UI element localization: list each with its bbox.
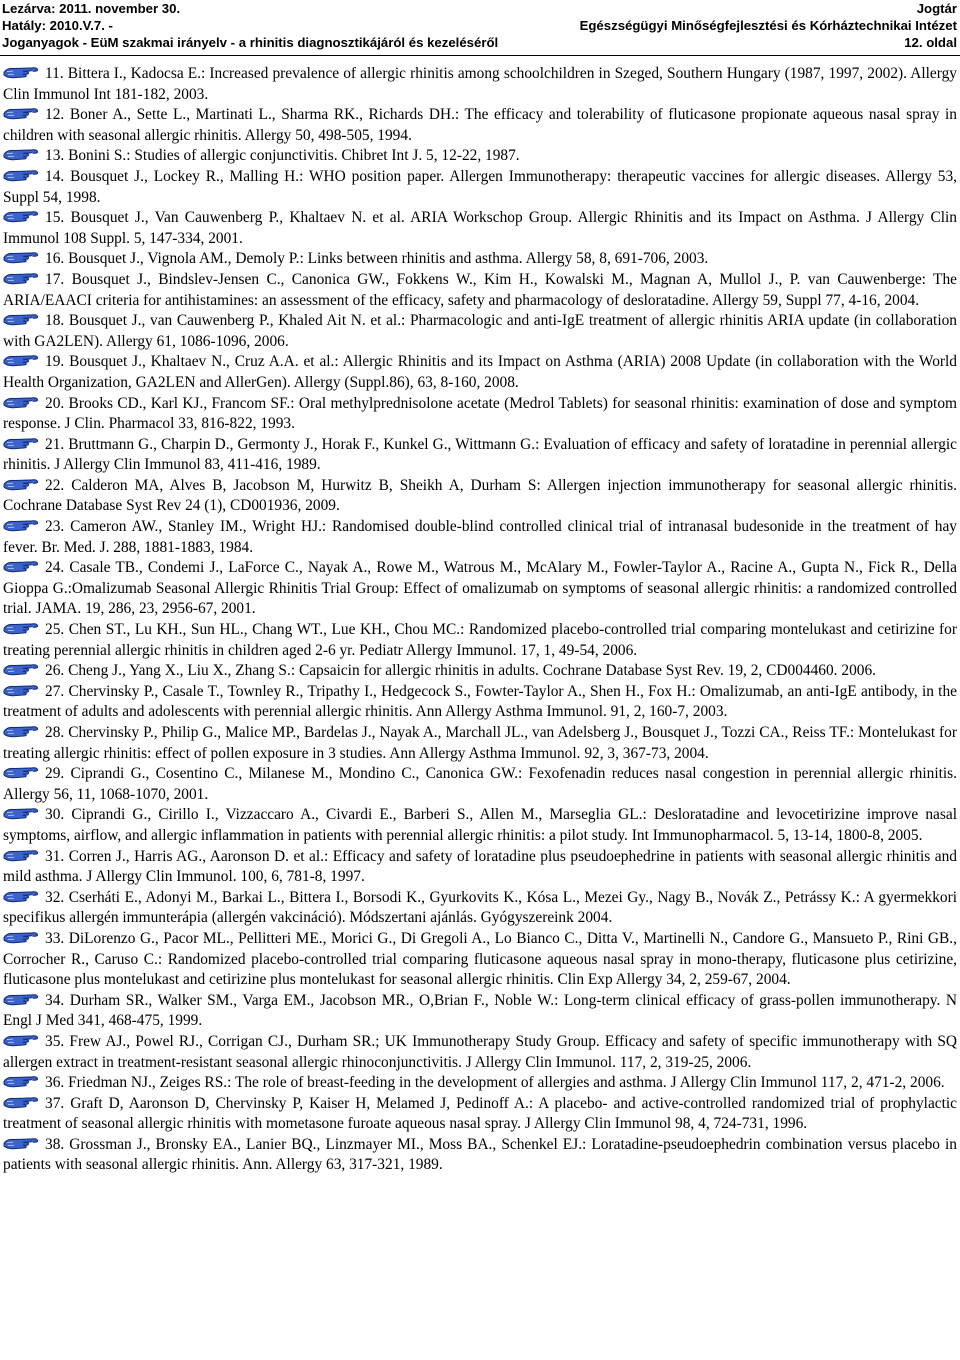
pointing-hand-icon[interactable]: [3, 806, 40, 820]
reference-item: [3, 105, 957, 146]
reference-item: [3, 249, 957, 270]
pointing-hand-icon[interactable]: [3, 209, 40, 223]
pointing-hand-icon[interactable]: [3, 1033, 40, 1047]
reference-text: 29. Ciprandi G., Cosentino C., Milanese M., Mondino C., Canonica GW.: Fexofenadin reduces nasal congestion in perennial allergic rhinitis. Allergy 56, 11, 1068-1070, 2001.: [3, 765, 957, 803]
publisher-name: Jogtár: [916, 1, 957, 16]
reference-item: [3, 167, 957, 208]
reference-item: [3, 435, 957, 476]
reference-text: 25. Chen ST., Lu KH., Sun HL., Chang WT., Lue KH., Chou MC.: Randomized placebo-controlled trial comparing montelukast and cetirizine for treating perennial allergic rhinitis in children aged 2-6 yr. Pediatr Allergy Immunol. 17, 1, 49-54, 2006.: [3, 621, 957, 659]
pointing-hand-icon[interactable]: [3, 436, 40, 450]
reference-text: 24. Casale TB., Condemi J., LaForce C., Nayak A., Rowe M., Watrous M., McAlary M., Fowler-Taylor A., Racine A., Gupta N., Fick R., Della Gioppa G.:Omalizumab Seasonal Allergic Rhinitis Trial Group: Effect of omalizumab on symptoms of seasonal allergic rhinitis: a randomized controlled trial. JAMA. 19, 286, 23, 2956-67, 2001.: [3, 559, 957, 618]
reference-item: [3, 146, 957, 167]
header-row-3: [0, 34, 960, 51]
pointing-hand-icon[interactable]: [3, 271, 40, 285]
page-header: [0, 0, 960, 58]
reference-item: [3, 682, 957, 723]
header-divider: [0, 55, 960, 56]
reference-item: [3, 1032, 957, 1073]
header-row-1: [0, 0, 960, 17]
reference-item: [3, 929, 957, 991]
pointing-hand-icon[interactable]: [3, 147, 40, 161]
reference-text: 12. Boner A., Sette L., Martinati L., Sharma RK., Richards DH.: The efficacy and tolerability of fluticasone propionate aqueous nasal spray in children with seasonal allergic rhinitis. Allergy 50, 498-505, 1994.: [3, 106, 957, 144]
pointing-hand-icon[interactable]: [3, 312, 40, 326]
reference-text: 28. Chervinsky P., Philip G., Malice MP., Bardelas J., Nayak A., Marchall JL., van Adelsberg J., Bousquet J., Tozzi CA., Reiss TF.: Montelukast for treating allergic rhinitis: effect of pollen exposure in 3 studies. Ann Allergy Asthma Immunol. 92, 3, 367-73, 2004.: [3, 724, 957, 762]
pointing-hand-icon[interactable]: [3, 395, 40, 409]
reference-item: [3, 517, 957, 558]
page-number: 12. oldal: [904, 35, 957, 50]
pointing-hand-icon[interactable]: [3, 662, 40, 676]
reference-item: [3, 847, 957, 888]
pointing-hand-icon[interactable]: [3, 621, 40, 635]
reference-text: 17. Bousquet J., Bindslev-Jensen C., Canonica GW., Fokkens W., Kim H., Kowalski M., Magnan A, Mullol J., P. van Cauwenberge: The ARIA/EAACI criteria for antihistamines: an assessment of the efficacy, safety and pharmacology of desloratadine. Allergy 59, Suppl 77, 4-16, 2004.: [3, 270, 957, 309]
reference-item: [3, 208, 957, 249]
reference-text: 22. Calderon MA, Alves B, Jacobson M, Hurwitz B, Sheikh A, Durham S: Allergen injection immunotherapy for seasonal allergic rhinitis. Cochrane Database Syst Rev 24 (1), CD001936, 2009.: [3, 476, 957, 515]
pointing-hand-icon[interactable]: [3, 1136, 40, 1150]
pointing-hand-icon[interactable]: [3, 1095, 40, 1109]
reference-item: [3, 991, 957, 1032]
reference-text: 30. Ciprandi G., Cirillo I., Vizzaccaro A., Civardi E., Barberi S., Allen M., Marseglia GL.: Desloratadine and levocetirizine improve nasal symptoms, airflow, and allergic inflammation in patients with perennial allergic rhinitis: a pilot study. Int Immunopharmacol. 5, 13-14, 1800-8, 2005.: [3, 806, 957, 844]
pointing-hand-icon[interactable]: [3, 477, 40, 491]
pointing-hand-icon[interactable]: [3, 1074, 40, 1088]
reference-item: [3, 1073, 957, 1094]
reference-text: 35. Frew AJ., Powel RJ., Corrigan CJ., Durham SR.; UK Immunotherapy Study Group. Efficacy and safety of specific immunotherapy with SQ allergen extract in treatment-resistant seasonal allergic rhinoconjunctivitis. J Allergy Clin Immunol. 117, 2, 319-25, 2006.: [3, 1032, 957, 1071]
pointing-hand-icon[interactable]: [3, 168, 40, 182]
reference-item: [3, 352, 957, 393]
reference-text: 16. Bousquet J., Vignola AM., Demoly P.: Links between rhinitis and asthma. Allergy 58, 8, 691-706, 2003.: [45, 250, 709, 268]
reference-item: [3, 805, 957, 846]
reference-item: [3, 311, 957, 352]
reference-text: 14. Bousquet J., Lockey R., Malling H.: WHO position paper. Allergen Immunotherapy: therapeutic vaccines for allergic diseases. Allergy 53, Suppl 54, 1998.: [3, 167, 957, 206]
pointing-hand-icon[interactable]: [3, 992, 40, 1006]
reference-item: [3, 64, 957, 105]
reference-text: 13. Bonini S.: Studies of allergic conjunctivitis. Chibret Int J. 5, 12-22, 1987.: [45, 147, 520, 165]
reference-list: [3, 64, 957, 1358]
pointing-hand-icon[interactable]: [3, 889, 40, 903]
reference-text: 38. Grossman J., Bronsky EA., Lanier BQ., Linzmayer MI., Moss BA., Schenkel EJ.: Loratadine-pseudoephedrin combination versus placebo in patients with seasonal allergic rhinitis. Ann. Allergy 63, 317-321, 1989.: [3, 1135, 957, 1174]
reference-text: 32. Cserháti E., Adonyi M., Barkai L., Bittera I., Borsodi K., Gyurkovits K., Kósa L., Mezei Gy., Nagy B., Novák Z., Petrássy K.: A gyermekkori specifikus allergén immunterápia (allergén vakcináció). Módszertani ajánlás. Gyógyszereink 2004.: [3, 888, 957, 927]
pointing-hand-icon[interactable]: [3, 683, 40, 697]
pointing-hand-icon[interactable]: [3, 724, 40, 738]
reference-item: [3, 661, 957, 682]
pointing-hand-icon[interactable]: [3, 559, 40, 573]
pointing-hand-icon[interactable]: [3, 930, 40, 944]
reference-item: [3, 888, 957, 929]
pointing-hand-icon[interactable]: [3, 106, 40, 120]
reference-text: 34. Durham SR., Walker SM., Varga EM., Jacobson MR., O,Brian F., Noble W.: Long-term clinical efficacy of grass-pollen immunotherapy. N Engl J Med 341, 468-475, 1999.: [3, 991, 957, 1030]
reference-item: [3, 394, 957, 435]
reference-item: [3, 558, 957, 620]
reference-item: [3, 723, 957, 764]
reference-text: 36. Friedman NJ., Zeiges RS.: The role of breast-feeding in the development of allergies and asthma. J Allergy Clin Immunol 117, 2, 471-2, 2006.: [45, 1074, 945, 1092]
reference-item: [3, 476, 957, 517]
reference-text: 21. Bruttmann G., Charpin D., Germonty J., Horak F., Kunkel G., Wittmann G.: Evaluation of efficacy and safety of loratadine in perennial allergic rhinitis. J Allergy Clin Immunol 83, 411-416, 1989.: [3, 435, 957, 474]
reference-text: 26. Cheng J., Yang X., Liu X., Zhang S.: Capsaicin for allergic rhinitis in adults. Cochrane Database Syst Rev. 19, 2, CD004460. 2006.: [45, 662, 877, 680]
pointing-hand-icon[interactable]: [3, 765, 40, 779]
closing-date: Lezárva: 2011. november 30.: [2, 1, 181, 16]
reference-text: 18. Bousquet J., van Cauwenberg P., Khaled Ait N. et al.: Pharmacologic and anti-IgE treatment of allergic rhinitis ARIA update (in collaboration with GA2LEN). Allergy 61, 1086-1096, 2006.: [3, 312, 957, 350]
pointing-hand-icon[interactable]: [3, 250, 40, 264]
reference-text: 33. DiLorenzo G., Pacor ML., Pellitteri ME., Morici G., Di Gregoli A., Lo Bianco C., Ditta V., Martinelli N., Candore G., Mansueto P., Rini GB., Corrocher R., Caruso C.: Randomized placebo-controlled trial comparing fluticasone aqueous nasal spray in mono-therapy, fluticasone plus cetirizine, fluticasone plus montelukast and cetirizine plus montelukast for seasonal allergic rhinitis. Clin Exp Allergy 34, 2, 259-67, 2004.: [3, 929, 957, 989]
reference-text: 15. Bousquet J., Van Cauwenberg P., Khaltaev N. et al. ARIA Workschop Group. Allergic Rhinitis and its Impact on Asthma. J Allergy Clin Immunol 108 Suppl. 5, 147-334, 2001.: [3, 209, 957, 247]
institute-name: Egészségügyi Minőségfejlesztési és Kórháztechnikai Intézet: [579, 18, 957, 33]
reference-text: 23. Cameron AW., Stanley IM., Wright HJ.: Randomised double-blind controlled clinical trial of intranasal budesonide in the treatment of hay fever. Br. Med. J. 288, 1881-1883, 1984.: [3, 518, 957, 556]
document-title: Joganyagok - EüM szakmai irányelv - a rhinitis diagnosztikájáról és kezeléséről: [2, 35, 499, 50]
reference-item: [3, 1135, 957, 1176]
reference-item: [3, 764, 957, 805]
reference-text: 37. Graft D, Aaronson D, Chervinsky P, Kaiser H, Melamed J, Pedinoff A.: A placebo- and active-controlled randomized trial of prophylactic treatment of seasonal allergic rhinitis with mometasone furoate aqueous nasal spray. J Allergy Clin Immunol 98, 4, 724-731, 1996.: [3, 1094, 957, 1133]
reference-item: [3, 270, 957, 311]
reference-item: [3, 620, 957, 661]
reference-text: 27. Chervinsky P., Casale T., Townley R., Tripathy I., Hedgecock S., Fowter-Taylor A., Shen H., Fox H.: Omalizumab, an anti-IgE antibody, in the treatment of adults and adolescents with perennial allergic rhinitis. Ann Allergy Asthma Immunol. 91, 2, 160-7, 2003.: [3, 682, 957, 721]
reference-text: 11. Bittera I., Kadocsa E.: Increased prevalence of allergic rhinitis among schoolchildren in Szeged, Southern Hungary (1987, 1997, 2002). Allergy Clin Immunol Int 181-182, 2003.: [3, 65, 957, 103]
pointing-hand-icon[interactable]: [3, 65, 40, 79]
pointing-hand-icon[interactable]: [3, 848, 40, 862]
pointing-hand-icon[interactable]: [3, 353, 40, 367]
reference-text: 19. Bousquet J., Khaltaev N., Cruz A.A. et al.: Allergic Rhinitis and its Impact on Asthma (ARIA) 2008 Update (in collaboration with the World Health Organization, GA2LEN and AllerGen). Allergy (Suppl.86), 63, 8-160, 2008.: [3, 353, 957, 391]
pointing-hand-icon[interactable]: [3, 518, 40, 532]
effective-date: Hatály: 2010.V.7. -: [2, 18, 113, 33]
reference-text: 31. Corren J., Harris AG., Aaronson D. et al.: Efficacy and safety of loratadine plus pseudoephedrine in patients with seasonal allergic rhinitis and mild asthma. J Allergy Clin Immunol. 100, 6, 781-8, 1997.: [3, 847, 957, 886]
header-row-2: [0, 17, 960, 34]
reference-item: [3, 1094, 957, 1135]
reference-text: 20. Brooks CD., Karl KJ., Francom SF.: Oral methylprednisolone acetate (Medrol Tablets) for seasonal rhinitis: examination of dose and symptom response. J Clin. Pharmacol 33, 816-822, 1993.: [3, 394, 957, 433]
